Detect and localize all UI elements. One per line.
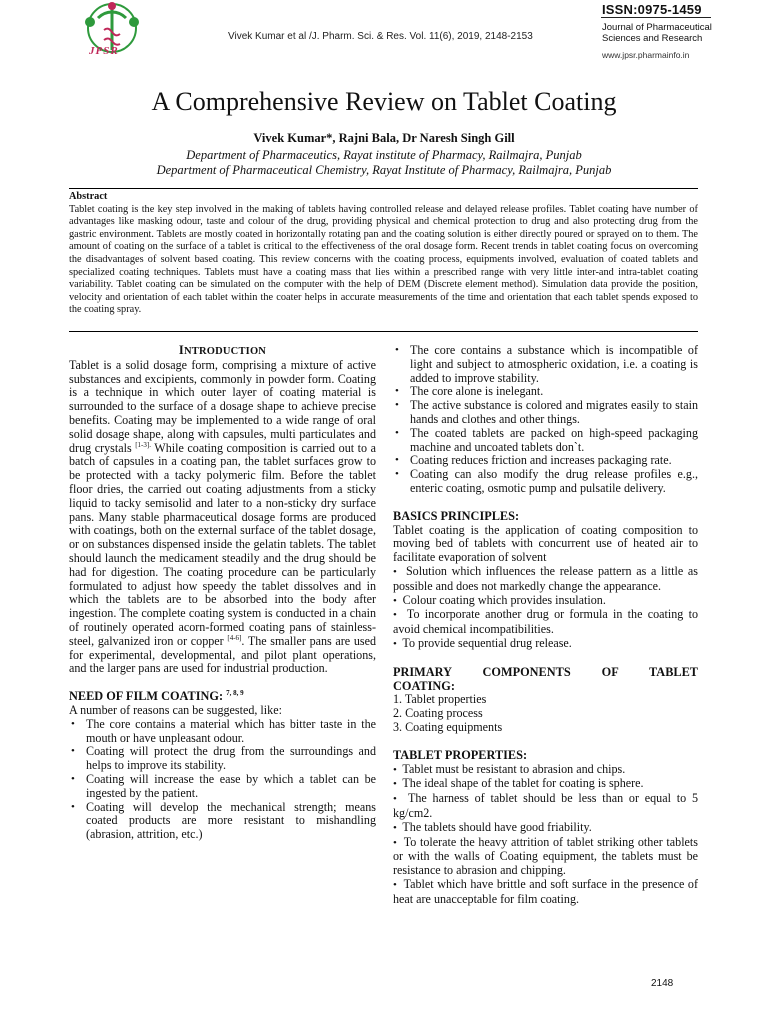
tablet-properties-heading: TABLET PROPERTIES:: [393, 747, 528, 762]
list-item: • The coated tablets are packed on high-speed packaging machine and uncoated tablets don`t.: [393, 427, 698, 455]
abstract-top-rule: [69, 188, 698, 189]
need-heading: NEED OF FILM COATING: $^{7, 8, 9}$: [69, 689, 244, 704]
list-item: • The core contains a material which has bitter taste in the mouth or have unpleasant odour.: [69, 718, 376, 746]
issn: ISSN:0975-1459: [602, 2, 702, 17]
running-citation: Vivek Kumar et al /J. Pharm. Sci. & Res. Vol. 11(6), 2019, 2148-2153: [228, 31, 533, 42]
journal-name: Journal of Pharmaceutical Sciences and Research: [602, 22, 712, 44]
basics-text: Tablet coating is the application of coating composition to moving bed of tablets with concurrent use of heated air to facilitate evaporation of solvent: [393, 522, 698, 565]
list-item: • The harness of tablet should be less than or equal to 5 kg/cm2.: [393, 792, 698, 821]
list-item: • To tolerate the heavy attrition of tablet striking other tablets or with the walls of Coating equipment, the tablets must be resistance to abrasion and chipping.: [393, 836, 698, 878]
list-item: • Coating will develop the mechanical strength; means coated products are more resistant to mishandling (abrasion, attrition, etc.): [69, 801, 376, 842]
author-list: Vivek Kumar*, Rajni Bala, Dr Naresh Singh Gill: [253, 131, 515, 145]
primary-components-heading-2: COATING:: [393, 678, 455, 693]
tablet-properties-list: [393, 763, 698, 907]
introduction-heading: INTRODUCTION: [178, 343, 267, 357]
list-item: • The core alone is inelegant.: [393, 385, 698, 399]
need-list-continued: [393, 344, 698, 496]
basics-list: [393, 565, 698, 652]
list-item: • Colour coating which provides insulation.: [393, 594, 698, 609]
citation-ref: [4-6]: [227, 633, 242, 642]
list-item: • Coating will increase the ease by which a tablet can be ingested by the patient.: [69, 773, 376, 801]
page-number: 2148: [651, 978, 674, 989]
abstract-text: Tablet coating is the key step involved in the making of tablets having controlled release and delayed release profiles. Tablet coating have number of advantages like masking odour, taste and colour of the drug, providing physical and chemical protection to drug and also protecting drug from the gastric environment. Tablets are mostly coated in horizontally rotating pan and the coating solution is either directly poured or sprayed on to them. The amount of coating on the surface of a tablet is critical to the effectiveness of the oral dosage form. Recent trends in tablet coating focus on overcoming the disadvantages of solvent based coating. This review concerns with the coating process, equipments involved, evaluation of coated tablets and specialized coating techniques. Tablets must have a coating mass that lies within a prescribed range with very little inter-and intra-tablet coating variability. Tablet coating can be simulated on the computer with the help of DEM (Discrete element method). Simulation data provide the position, velocity and orientation of each tablet within the coater helps in accurate measurements of the time and orientation that each tablet spends exposed to the coating spray.: [69, 203, 698, 316]
list-item: • The active substance is colored and migrates easily to stain hands and clothes and other things.: [393, 399, 698, 427]
right-column: [393, 344, 698, 906]
list-item: • Coating can also modify the drug release profiles e.g., enteric coating, osmotic pump and pulsatile delivery.: [393, 468, 698, 496]
primary-components-heading: PRIMARY COMPONENTS OF TABLET: [393, 664, 698, 679]
primary-components-list: [393, 693, 698, 734]
list-item: • Tablet must be resistant to abrasion and chips.: [393, 763, 698, 778]
abstract: [69, 191, 698, 317]
list-item: • Coating reduces friction and increases packaging rate.: [393, 454, 698, 468]
list-item: 1. Tablet properties: [393, 692, 487, 707]
affiliation-1: Department of Pharmaceutics, Rayat institute of Pharmacy, Railmajra, Punjab: [186, 148, 582, 162]
logo-text: JPSR: [89, 45, 119, 57]
list-item: • To provide sequential drug release.: [393, 637, 698, 652]
list-item: • Tablet which have brittle and soft surface in the presence of heat are unacceptable for film coating.: [393, 878, 698, 907]
list-item: • The ideal shape of the tablet for coating is sphere.: [393, 777, 698, 792]
list-item: • Coating will protect the drug from the surroundings and helps to improve its stability.: [69, 745, 376, 773]
list-item: 2. Coating process: [393, 706, 483, 721]
abstract-heading: Abstract: [69, 191, 108, 202]
need-lead: A number of reasons can be suggested, like:: [69, 702, 282, 717]
journal-divider: [601, 17, 711, 18]
list-item: • Solution which influences the release pattern as a little as possible and does not markedly change the appearance.: [393, 565, 698, 594]
journal-url[interactable]: www.jpsr.pharmainfo.in: [602, 50, 690, 60]
introduction-text: Tablet is a solid dosage form, comprising a mixture of active substances and excipients, commonly in powder form. Coating is a technique in which outer layer of coating material is surrounded to the surface of a dosage shape to achieve precise benefits. Coating may be implemented to a wide range of oral solid dosage shape, along with capsules, multi particulates and drug crystals $^{[1-3].}$ While coating composition is carried out to a batch of capsules in a coating pan, the tablet surfaces grow to be protected with a tacky polymeric film. Before the tablet floor dries, the carried out coating adjustments from a sticky liquid to tacky semisolid and later to a non-sticky dry surface pans. Many stable pharmaceutical dosage forms are produced with coatings, both on the external surface of the tablet dosage, or on substances dispensed inside the gelatin tablets. The tablet should launch the medicament steadily and the drug should be had for digestion. The coating procedure can be particularly formulated to adjust how speedy the tablet dissolves and in which the tablets are to be absorbed into the body after ingestion. The complete coating system is conducted in a chain of routinely operated acorn-formed coating pans of stainless-steel, galvanized iron or copper [4-6]. The smaller pans are used for experimental, developmental, and pilot plant operations, and the larger pans are used for industrial production.: [69, 357, 376, 676]
abstract-bottom-rule: [69, 331, 698, 332]
list-item: • The core contains a substance which is incompatible of light and subject to atmospheric oxidation, i.e. a coating is added to improve stability.: [393, 344, 698, 385]
list-item: 3. Coating equipments: [393, 719, 503, 734]
paper-title: A Comprehensive Review on Tablet Coating: [151, 87, 617, 116]
left-column: [69, 344, 376, 842]
citation-ref: [1-3].: [135, 440, 151, 449]
list-item: • To incorporate another drug or formula in the coating to avoid chemical incompatibilities.: [393, 608, 698, 637]
basics-heading: BASICS PRINCIPLES:: [393, 508, 520, 523]
affiliation-2: Department of Pharmaceutical Chemistry, Rayat Institute of Pharmacy, Railmajra, Punjab: [156, 163, 612, 177]
list-item: • The tablets should have good friability.: [393, 821, 698, 836]
need-list: [69, 718, 376, 842]
